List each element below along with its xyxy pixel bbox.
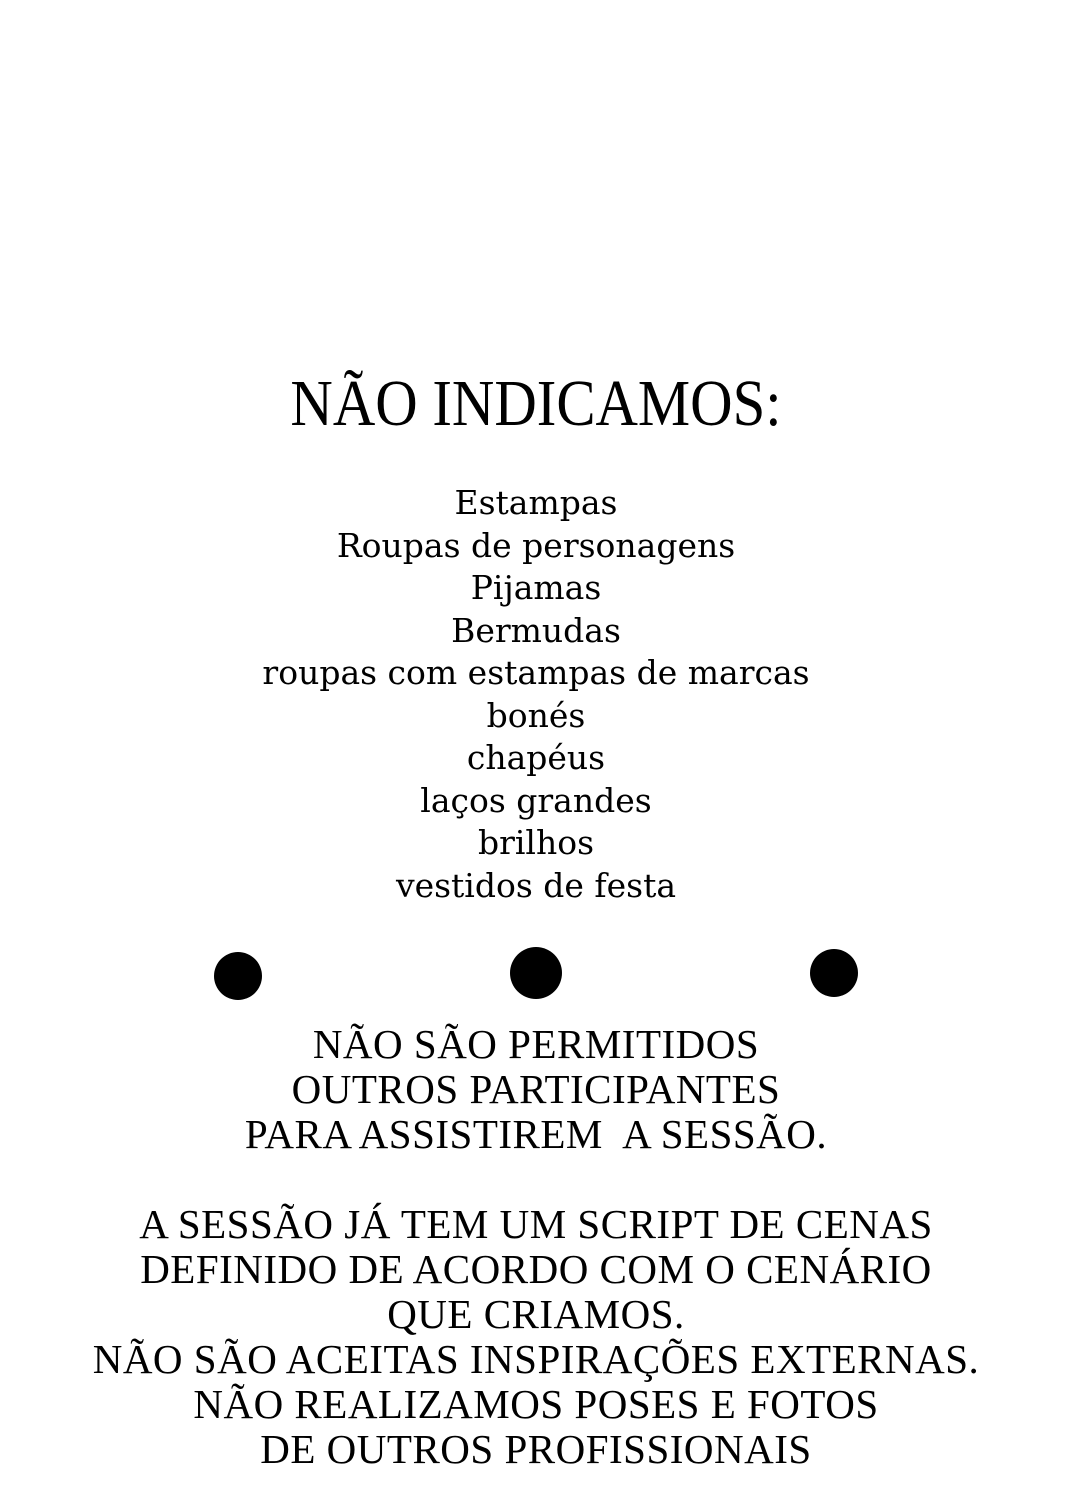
list-item: Roupas de personagens: [336, 525, 736, 565]
notice-line: NÃO SÃO PERMITIDOS: [312, 1021, 760, 1067]
notice-session-script: [0, 1202, 1072, 1472]
notice-line: DEFINIDO DE ACORDO COM O CENÁRIO: [140, 1246, 932, 1292]
dot-icon: [510, 947, 562, 999]
notice-line: OUTROS PARTICIPANTES: [291, 1066, 781, 1112]
notice-line: NÃO SÃO ACEITAS INSPIRAÇÕES EXTERNAS.: [92, 1336, 980, 1382]
dot-icon: [810, 949, 858, 997]
notice-line: A SESSÃO JÁ TEM UM SCRIPT DE CENAS: [139, 1201, 933, 1247]
list-item: bonés: [486, 695, 586, 735]
notice-line: QUE CRIAMOS.: [387, 1291, 685, 1337]
list-item: laços grandes: [420, 780, 652, 820]
list-item: roupas com estampas de marcas: [262, 653, 810, 692]
dot-icon: [214, 952, 262, 1000]
not-recommended-list: [0, 482, 1072, 907]
list-item: vestidos de festa: [395, 865, 677, 905]
notice-line: NÃO REALIZAMOS POSES E FOTOS: [193, 1381, 879, 1427]
list-item: chapéus: [466, 738, 606, 777]
list-item: brilhos: [477, 823, 595, 862]
divider-dots: [214, 947, 858, 1005]
list-item: Bermudas: [451, 610, 621, 650]
page-title: NÃO INDICAMOS:: [290, 367, 782, 440]
notice-line: DE OUTROS PROFISSIONAIS: [260, 1426, 812, 1472]
list-item: Estampas: [454, 483, 618, 522]
notice-no-other-participants: [0, 1022, 1072, 1157]
list-item: Pijamas: [470, 568, 602, 607]
notice-line: PARA ASSISTIREM A SESSÃO.: [244, 1111, 828, 1157]
